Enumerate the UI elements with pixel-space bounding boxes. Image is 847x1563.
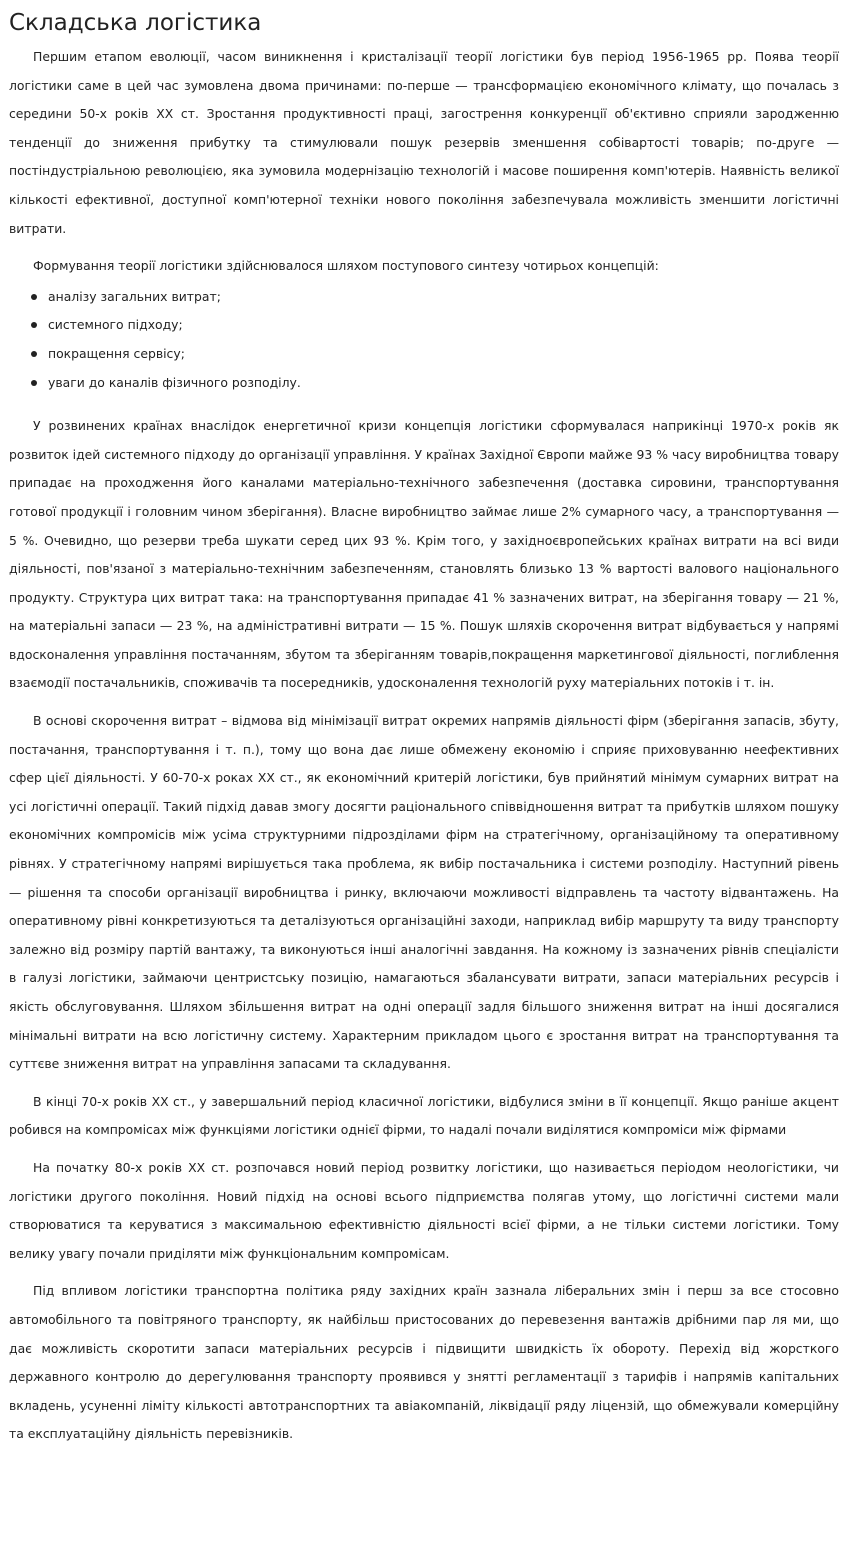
concepts-list — [9, 283, 839, 397]
document-page — [9, 0, 839, 1458]
list-item — [9, 283, 839, 312]
paragraph-neologistics: На початку 80-х років XX ст. розпочався новий період розвитку логістики, що називається періодом неологістики, чи логістики другого покоління. Новий підхід на основі всього підприємства полягав утому, що логістичні системи мали створюватися та керуватися з максимальною ефективністю діяльності всієї фірми, а не тільки системи логістики. Тому велику увагу почали приділяти між функціональним компромісам. — [9, 1159, 839, 1261]
bullet-icon — [31, 351, 37, 357]
list-item — [9, 340, 839, 369]
list-item-text: аналізу загальних витрат; — [48, 288, 221, 304]
bullet-icon — [31, 380, 37, 386]
paragraph-transport-policy: Під впливом логістики транспортна політика ряду західних країн зазнала ліберальних змін і перш за все стосовно автомобільного та повітряного транспорту, як найбільш пристосованих до перевезення вантажів дрібними пар ля ми, що дає можливість скоротити запаси матеріальних ресурсів і підвищити швидкість їх обороту. Перехід від жорсткого державного контролю до дерегулювання транспорту проявився у знятті регламентації з тарифів і напрямів капітальних вкладень, усуненні ліміту кількості автотранспортних та авіакомпаній, ліквідації ряду ліцензій, що обмежували комерційну та експлуатаційну діяльність перевізників. — [9, 1283, 839, 1442]
page-title: Складська логістика — [9, 10, 262, 36]
list-item-text: уваги до каналів фізичного розподілу. — [48, 374, 301, 390]
list-item — [9, 311, 839, 340]
paragraph-energy-crisis: У розвинених країнах внаслідок енергетичної кризи концепція логістики сформувалася наприкінці 1970-х років як розвиток ідей системного підходу до організації управління. У країнах Західної Європи майже 93 % часу виробництва товару припадає на проходження його каналами матеріально-технічного забезпечення (доставка сировини, транспортування готової продукції і головним чином зберігання). Власне виробництво займає лише 2% сумарного часу, а транспортування — 5 %. Очевидно, що резерви треба шукати серед цих 93 %. Крім того, у західноєвропейських країнах витрати на всі види діяльності, пов'язаної з матеріально-технічним забезпеченням, становлять близько 13 % вартості валового національного продукту. Структура цих витрат така: на транспортування припадає 41 % зазначених витрат, на зберігання товару — 21 %, на матеріальні запаси — 23 %, на адміністративні витрати — 15 %. Пошук шляхів скорочення витрат відбувається у напрямі вдосконалення управління постачанням, збутом та зберіганням товарів,покращення маркетингової діяльності, поглиблення взаємодії постачальників, споживачів та посередників, удосконалення технологій руху матеріальних потоків і т. ін. — [9, 418, 839, 691]
list-item-text: системного підходу; — [48, 317, 183, 333]
list-item-text: покращення сервісу; — [48, 345, 185, 361]
paragraph-first-stage: Першим етапом еволюції, часом виникнення і кристалізації теорії логістики був період 1956-1965 рр. Поява теорії логістики саме в цей час зумовлена двома причинами: по-перше — трансформацією економічного клімату, що почалась з середини 50-х років XX ст. Зростання продуктивності праці, загострення конкуренції об'єктивно сприяли зародженню тенденції до зниження прибутку та стимулювали пошук резервів зменшення собівартості товарів; по-друге — постіндустріальною революцією, яка зумовила модернізацію технологій і масове поширення комп'ютерів. Наявність великої кількості ефективної, доступної комп'ютерної техніки нового покоління забезпечувала можливість зменшити логістичні витрати. — [9, 49, 839, 236]
paragraph-late-70s: В кінці 70-х років XX ст., у завершальний період класичної логістики, відбулися зміни в її концепції. Якщо раніше акцент робився на компромісах між функціями логістики однієї фірми, то надалі почали виділятися компроміси між фірмами — [9, 1093, 839, 1138]
bullet-icon — [31, 322, 37, 328]
bullet-icon — [31, 294, 37, 300]
paragraph-cost-reduction: В основі скорочення витрат – відмова від мінімізації витрат окремих напрямів діяльності фірм (зберігання запасів, збуту, постачання, транспортування і т. п.), тому що вона дає лише обмежену економію і сприяє приховуванню неефективних сфер цієї діяльності. У 60-70-х роках XX ст., як економічний критерій логістики, був прийнятий мінімум сумарних витрат на усі логістичні операції. Такий підхід давав змогу досягти раціонального співвідношення витрат та прибутків шляхом пошуку економічних компромісів між усіма структурними підрозділами фірм на стратегічному, організаційному та оперативному рівнях. У стратегічному напрямі вирішується така проблема, як вибір постачальника і системи розподілу. Наступний рівень — рішення та способи організації виробництва і ринку, включаючи можливості відправлень та частоту відвантажень. На оперативному рівні конкретизуються та деталізуються організаційні заходи, наприклад вибір маршруту та виду транспорту залежно від розміру партій вантажу, та виконуються інші аналогічні завдання. На кожному із зазначених рівнів спеціалісти в галузі логістики, займаючи центристську позицію, намагаються збалансувати витрати, запаси матеріальних ресурсів і якість обслуговування. Шляхом збільшення витрат на одні операції задля більшого зниження витрат на інші досягалися мінімальні витрати на всю логістичну систему. Характерним прикладом цього є зростання витрат на транспортування та суттєве зниження витрат на управління запасами та складування. — [9, 713, 839, 1072]
list-item — [9, 369, 839, 398]
paragraph-concepts-intro: Формування теорії логістики здійснювалося шляхом поступового синтезу чотирьох концепцій: — [33, 258, 659, 274]
